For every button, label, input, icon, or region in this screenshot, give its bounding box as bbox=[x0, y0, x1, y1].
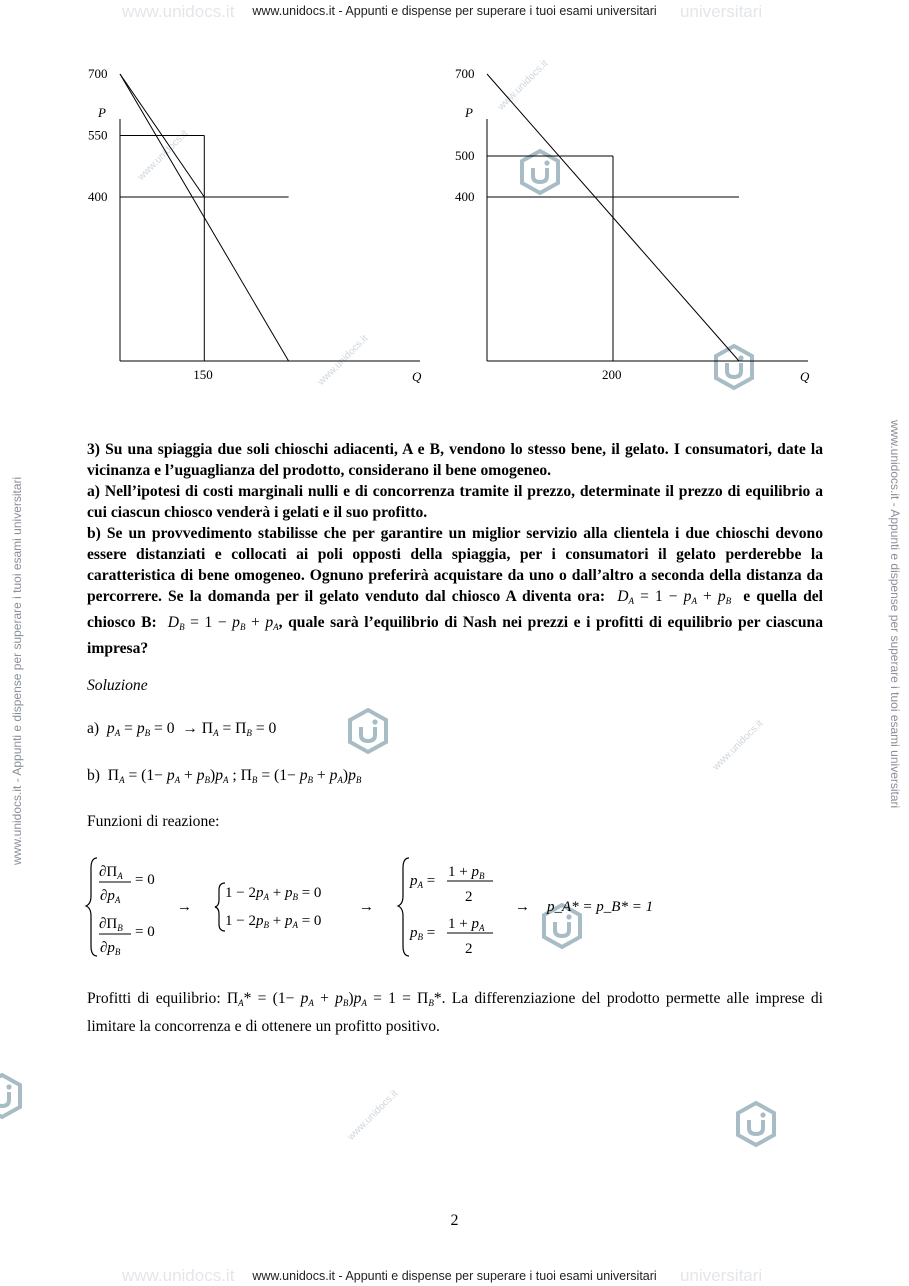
diagonal-watermark: www.unidocs.it bbox=[710, 718, 766, 773]
nash-result: p_A* = p_B* = 1 bbox=[547, 899, 654, 915]
header-ghost-left: www.unidocs.it bbox=[122, 2, 235, 21]
problem-part-b-text-1: b) Se un provvedimento stabilisse che per garantire un miglior servizio alla clientela i due chioschi devono essere distanziati e collocati ai poli opposti della spiaggia, per i consumatori il gelato perderebbe la caratteristica di bene omogeneo. Ognuno preferirà acquistare da uno o dall’altro a seconda della distanza da percorrere. Se la domanda per il gelato venduto dal chiosco A diventa ora: bbox=[87, 525, 823, 605]
svg-text:2: 2 bbox=[465, 889, 473, 905]
svg-text:∂pB: $\partial p_B$ bbox=[100, 940, 121, 957]
problem-part-a: a) Nell’ipotesi di costi marginali nulli e di concorrenza tramite il prezzo, determinate il prezzo di equilibrio a cui ciascun chiosco venderà i gelati e il suo profitto. bbox=[87, 483, 823, 521]
right-side-watermark: www.unidocs.it - Appunti e dispense per superare i tuoi esami universitari bbox=[888, 420, 902, 809]
footer-watermark[interactable]: www.unidocs.it - Appunti e dispense per superare i tuoi esami universitari bbox=[252, 1269, 657, 1283]
problem-part-b-text-2: e quella del chiosco B: bbox=[87, 588, 823, 631]
svg-text:1 + pA: $1 + p_A$ bbox=[448, 916, 485, 933]
svg-text:= 0: = 0 bbox=[135, 872, 155, 888]
problem-intro: 3) Su una spiaggia due soli chioschi adiacenti, A e B, vendono lo stesso bene, il gelato. I consumatori, date la vicinanza e l’uguaglianza del prodotto, considerano il bene omogeneo. bbox=[87, 441, 823, 479]
y-tick-label: 700 bbox=[88, 66, 108, 81]
diagonal-watermark: www.unidocs.it bbox=[315, 333, 371, 388]
y-axis-label: P bbox=[98, 105, 106, 120]
svg-text:→: → bbox=[177, 899, 192, 915]
x-tick-label: 150 bbox=[193, 367, 213, 382]
reaction-system bbox=[85, 852, 685, 964]
solution-a: a) $p_A = p_B = 0 \to \Pi_A = \Pi_B = 0$ bbox=[87, 720, 277, 738]
x-tick-label: 200 bbox=[602, 367, 622, 382]
svg-text:∂ΠA: $\partial\Pi_A$ bbox=[99, 864, 123, 881]
svg-text:→: → bbox=[359, 899, 374, 915]
svg-text:1 − 2pA + pB = 0: $1 - 2p_A + p_B = 0$ bbox=[225, 885, 322, 902]
svg-text:= 0: = 0 bbox=[135, 924, 155, 940]
y-tick-label: 400 bbox=[88, 189, 108, 204]
svg-text:1 − 2pB + pA = 0: $1 - 2p_B + p_A = 0$ bbox=[225, 913, 322, 930]
equilibrium-profits: Profitti di equilibrio: $\Pi_A* = (1- p_A + p_B)p_A = 1 = \Pi_B*$. La differenziazione del prodotto permette alle imprese di limitare la concorrenza e di ottenere un profitto positivo. bbox=[87, 990, 823, 1035]
diagonal-watermark: www.unidocs.it bbox=[345, 1088, 401, 1143]
demand-b-equation: $D_B = 1 - p_B + p_A$ bbox=[167, 614, 279, 632]
x-axis-label: Q bbox=[412, 369, 422, 384]
y-tick-label: 550 bbox=[88, 127, 108, 143]
footer-ghost-left: www.unidocs.it bbox=[122, 1266, 235, 1285]
demand-chart-left bbox=[80, 66, 422, 395]
footer-ghost-right: universitari bbox=[680, 1266, 763, 1285]
problem-statement bbox=[87, 439, 823, 659]
reaction-functions-title: Funzioni di reazione: bbox=[87, 813, 220, 830]
solution-b: b) $\Pi_A = (1- p_A + p_B)p_A$ ; $\Pi_B = (1- p_B + p_A)p_B$ bbox=[87, 767, 362, 785]
unidocs-logo-icon bbox=[344, 707, 392, 755]
unidocs-logo-icon bbox=[0, 1072, 26, 1120]
demand-a-equation: $D_A = 1 - p_A + p_B$ bbox=[617, 588, 732, 606]
diagonal-watermark: www.unidocs.it bbox=[135, 128, 191, 183]
diagonal-watermark: www.unidocs.it bbox=[495, 58, 551, 113]
problem-part-b bbox=[87, 523, 823, 659]
svg-text:∂ΠB: $\partial\Pi_B$ bbox=[99, 916, 123, 933]
left-side-watermark: www.unidocs.it - Appunti e dispense per superare i tuoi esami universitari bbox=[10, 476, 24, 865]
problem-part-b-text-3: , quale sarà l’equilibrio di Nash nei prezzi e i profitti di equilibrio per ciascuna impresa? bbox=[87, 614, 823, 657]
y-tick-label: 500 bbox=[455, 148, 475, 163]
svg-text:→: → bbox=[515, 899, 530, 915]
svg-text:∂pA: $\partial p_A$ bbox=[100, 888, 121, 905]
svg-text:2: 2 bbox=[465, 941, 473, 957]
y-axis-label: P bbox=[465, 105, 473, 120]
x-axis-label: Q bbox=[800, 369, 810, 384]
y-tick-label: 400 bbox=[455, 189, 475, 204]
svg-text:1 + pB: $1 + p_B$ bbox=[448, 864, 485, 881]
unidocs-logo-icon bbox=[732, 1100, 780, 1148]
header-ghost-right: universitari bbox=[680, 2, 763, 21]
page-number: 2 bbox=[450, 1212, 459, 1229]
svg-text:pB =: $p_B$ = bbox=[410, 925, 436, 942]
svg-text:pA =: $p_A$ = bbox=[410, 873, 436, 890]
y-tick-label: 700 bbox=[455, 66, 475, 81]
header-watermark[interactable]: www.unidocs.it - Appunti e dispense per superare i tuoi esami universitari bbox=[252, 4, 657, 18]
solution-title: Soluzione bbox=[87, 677, 148, 694]
